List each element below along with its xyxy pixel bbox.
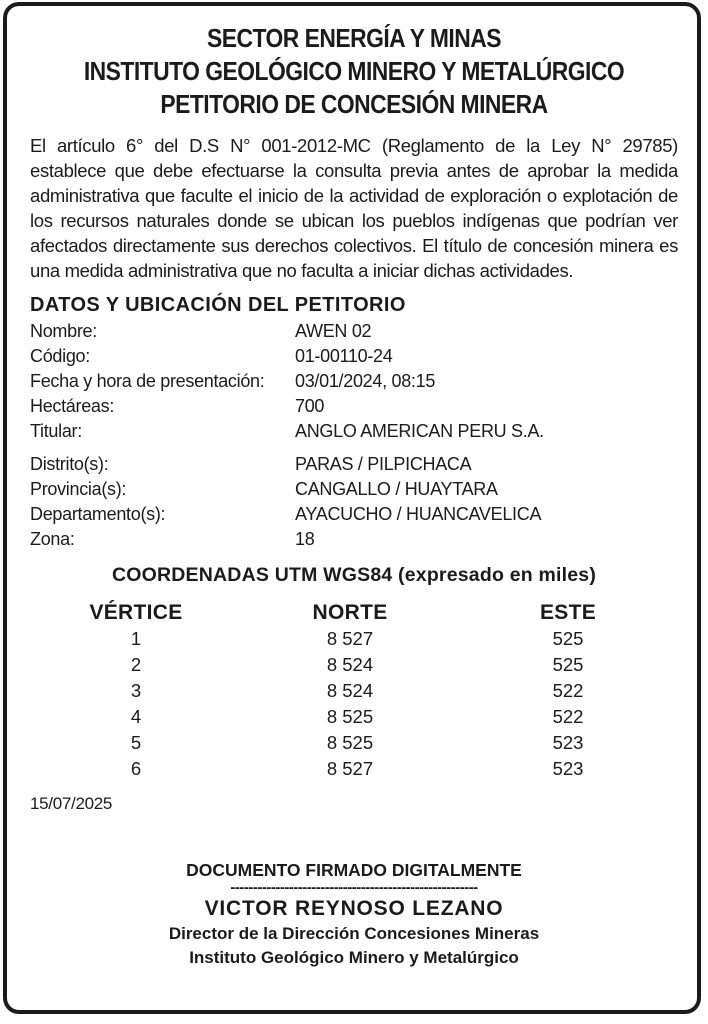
vertex-cell: 1: [130, 628, 142, 649]
east-cell: 522: [552, 706, 584, 727]
north-cell: 8 525: [326, 706, 374, 727]
east-cell: 522: [552, 680, 584, 701]
table-row: [30, 730, 678, 756]
field-label: Fecha y hora de presentación:: [30, 371, 265, 391]
vertex-cell: 5: [130, 732, 142, 753]
field-row-province: [30, 477, 678, 502]
field-value: 18: [295, 529, 315, 549]
field-label: Distrito(s):: [30, 454, 109, 474]
north-cell: 8 527: [326, 628, 374, 649]
publication-date: 15/07/2025: [30, 794, 113, 813]
table-row: [30, 652, 678, 678]
vertex-cell: 4: [130, 706, 142, 727]
north-cell: 8 527: [326, 758, 374, 779]
header-sector: SECTOR ENERGÍA Y MINAS: [207, 23, 501, 53]
field-row-date: [30, 369, 678, 394]
intro-paragraph: El artículo 6° del D.S N° 001-2012-MC (Reglamento de la Ley N° 29785) establece que debe efectuarse la consulta previa antes de aprobar la medida administrativa que faculte el inicio de la actividad de exploración o explotación de los recursos naturales donde se ubican los pueblos indígenas que podrían ver afectados directamente sus derechos colectivos. El título de concesión minera es una medida administrativa que no faculta a iniciar dichas actividades.: [30, 135, 678, 281]
notice-header: [69, 22, 639, 121]
vertex-cell: 3: [130, 680, 142, 701]
east-cell: 523: [552, 758, 584, 779]
field-label: Zona:: [30, 529, 75, 549]
vertex-cell: 6: [130, 758, 142, 779]
north-cell: 8 524: [326, 654, 374, 675]
signer-title: Director de la Dirección Concesiones Mineras: [168, 924, 540, 943]
field-value: PARAS / PILPICHACA: [295, 454, 472, 474]
field-value: 03/01/2024, 08:15: [295, 371, 436, 391]
digitally-signed-label: DOCUMENTO FIRMADO DIGITALMENTE: [186, 860, 522, 880]
field-label: Código:: [30, 346, 90, 366]
field-row-holder: [30, 419, 678, 444]
spacer: [30, 444, 678, 452]
field-label: Titular:: [30, 421, 82, 441]
field-row-name: [30, 319, 678, 344]
coordinates-table: [30, 600, 678, 782]
table-row: [30, 756, 678, 782]
field-value: ANGLO AMERICAN PERU S.A.: [295, 421, 544, 441]
column-header-vertex: VÉRTICE: [89, 601, 183, 624]
table-row: [30, 704, 678, 730]
north-cell: 8 524: [326, 680, 374, 701]
signature-line: -------------------------------------------------------: [230, 879, 478, 896]
coordinates-title: COORDENADAS UTM WGS84 (expresado en miles): [111, 564, 597, 586]
header-document-title: PETITORIO DE CONCESIÓN MINERA: [160, 89, 548, 119]
column-header-east: ESTE: [539, 601, 597, 624]
column-header-north: NORTE: [312, 601, 388, 624]
field-value: 01-00110-24: [295, 346, 393, 366]
section-title: DATOS Y UBICACIÓN DEL PETITORIO: [30, 294, 406, 316]
table-row: [30, 678, 678, 704]
notice-content: [30, 22, 678, 814]
field-row-code: [30, 344, 678, 369]
field-row-hectares: [30, 394, 678, 419]
signer-institution: Instituto Geológico Minero y Metalúrgico: [189, 948, 519, 967]
field-value: 700: [295, 396, 325, 416]
field-label: Hectáreas:: [30, 396, 115, 416]
petition-data: [30, 319, 678, 552]
field-label: Departamento(s):: [30, 504, 166, 524]
signature-block: [0, 858, 708, 970]
field-row-district: [30, 452, 678, 477]
field-value: AWEN 02: [295, 321, 372, 341]
north-cell: 8 525: [326, 732, 374, 753]
coordinates-header-row: [30, 600, 678, 626]
signer-name: VICTOR REYNOSO LEZANO: [204, 897, 504, 920]
field-value: AYACUCHO / HUANCAVELICA: [295, 504, 542, 524]
field-row-department: [30, 502, 678, 527]
vertex-cell: 2: [130, 654, 142, 675]
field-label: Provincia(s):: [30, 479, 127, 499]
east-cell: 525: [552, 628, 584, 649]
field-value: CANGALLO / HUAYTARA: [295, 479, 498, 499]
header-institute: INSTITUTO GEOLÓGICO MINERO Y METALÚRGICO: [83, 56, 625, 86]
table-row: [30, 626, 678, 652]
field-row-zone: [30, 527, 678, 552]
east-cell: 523: [552, 732, 584, 753]
field-label: Nombre:: [30, 321, 97, 341]
east-cell: 525: [552, 654, 584, 675]
